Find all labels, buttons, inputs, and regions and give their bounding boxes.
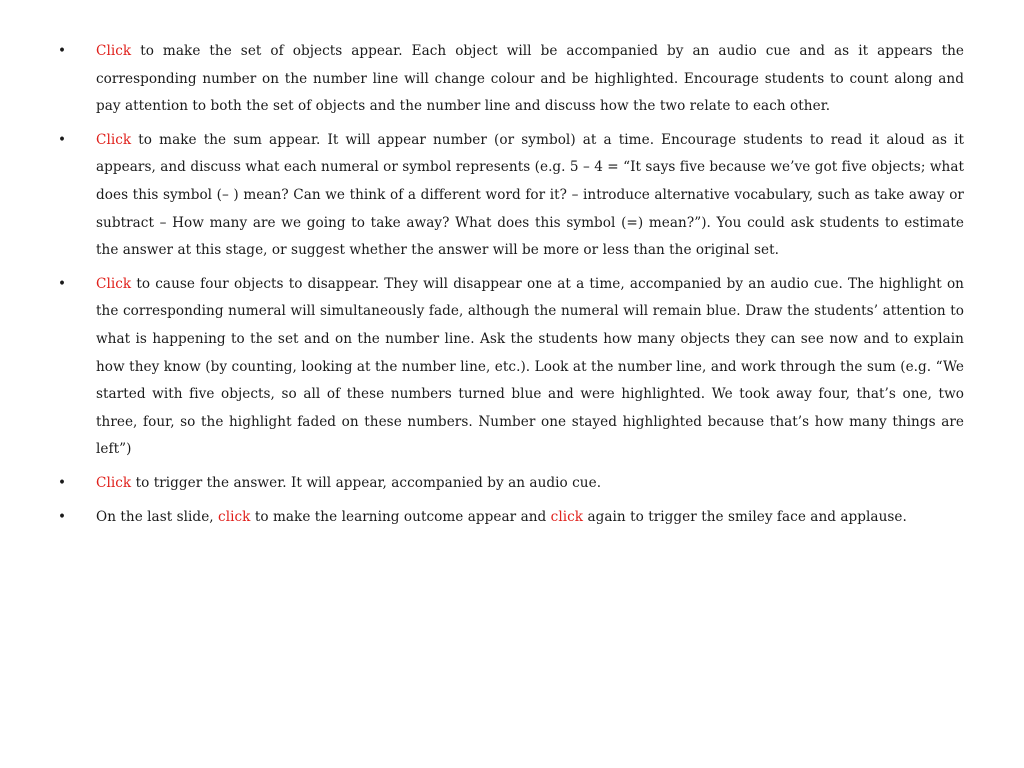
bullet-icon: • bbox=[57, 474, 67, 491]
click-keyword: click bbox=[218, 508, 251, 525]
instruction-text: to trigger the answer. It will appear, accompanied by an audio cue. bbox=[131, 474, 602, 491]
click-keyword: Click bbox=[96, 275, 132, 292]
click-keyword: click bbox=[550, 508, 584, 525]
instruction-text: to cause four objects to disappear. They will disappear one at a time, accompanied by an audio cue. The highlight on the corresponding numeral will simultaneously fade, although the numeral will remain blue. Draw the students’ attention to what is happening to the set and on the number line. Ask the students how many objects they can see now and to explain how they know (by counting, looking at the number line, etc.). Look at the number line, and work through the sum (e.g. “We started with five objects, so all of these numbers turned blue and were highlighted. We took away four, that’s one, two three, four, so the highlight faded on these numbers. Number one stayed highlighted because that’s how many things are left”) bbox=[96, 275, 964, 458]
bullet-icon: • bbox=[57, 508, 67, 525]
instruction-text: to make the set of objects appear. Each object will be accompanied by an audio cue and as it appears the corresponding number on the number line will change colour and be highlighted. Encourage students to count along and pay attention to both the set of objects and the number line and discuss how the two relate to each other. bbox=[96, 43, 964, 115]
instruction-item bbox=[56, 38, 964, 121]
instruction-item bbox=[56, 127, 964, 265]
instruction-text: to make the learning outcome appear and bbox=[250, 508, 551, 525]
instruction-item bbox=[56, 504, 964, 532]
instruction-text: to make the sum appear. It will appear number (or symbol) at a time. Encourage students to read it aloud as it appears, and discuss what each numeral or symbol represents (e.g. 5 – 4 = “It says five because we’ve got five objects; what does this symbol (– ) mean? Can we think of a different word for it? – introduce alternative vocabulary, such as take away or subtract – How many are we going to take away? What does this symbol (=) mean?”). You could ask students to estimate the answer at this stage, or suggest whether the answer will be more or less than the original set. bbox=[96, 131, 964, 259]
instruction-text: again to trigger the smiley face and applause. bbox=[583, 508, 907, 525]
instruction-item bbox=[56, 271, 964, 464]
bullet-icon: • bbox=[57, 275, 67, 292]
instruction-item bbox=[56, 470, 964, 498]
click-keyword: Click bbox=[96, 474, 132, 491]
instruction-list bbox=[56, 38, 964, 531]
instruction-text: On the last slide, bbox=[96, 508, 219, 525]
click-keyword: Click bbox=[96, 43, 132, 59]
bullet-icon: • bbox=[57, 43, 67, 59]
click-keyword: Click bbox=[96, 131, 132, 148]
bullet-icon: • bbox=[57, 131, 67, 148]
